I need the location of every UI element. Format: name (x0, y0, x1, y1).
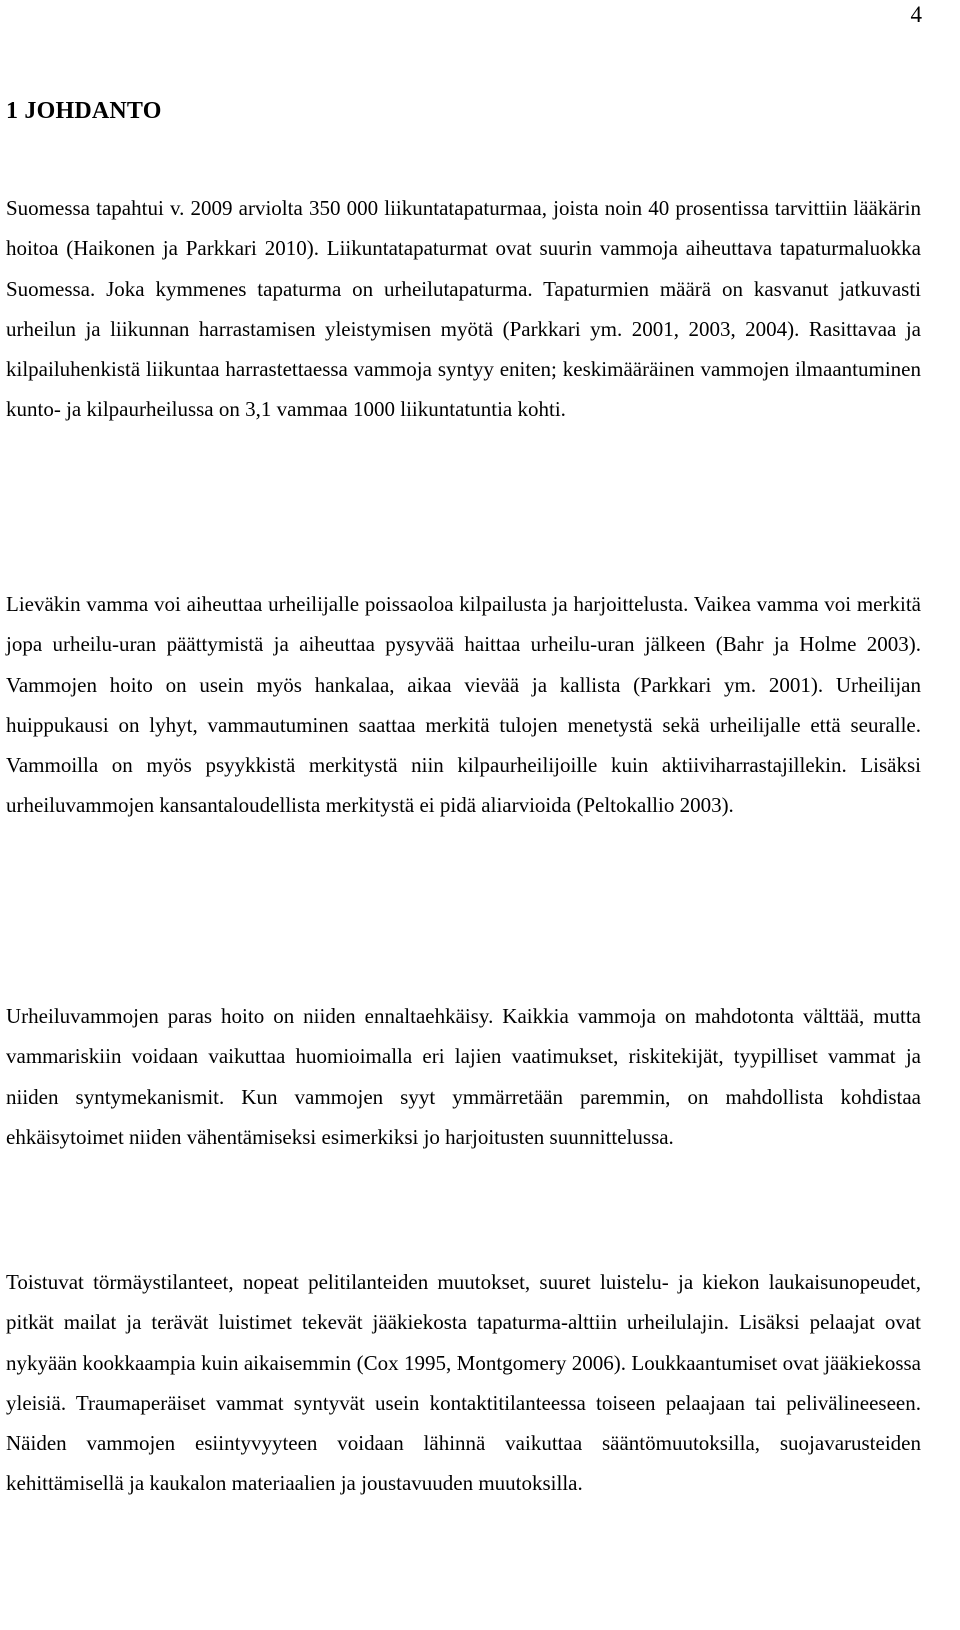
paragraph-1: Suomessa tapahtui v. 2009 arviolta 350 000 liikuntatapaturmaa, joista noin 40 prosentissa tarvittiin lääkärin hoitoa (Haikonen ja Parkkari 2010). Liikuntatapaturmat ovat suurin vammoja aiheuttava tapaturmaluokka Suomessa. Joka kymmenes tapaturma on urheilutapaturma. Tapaturmien määrä on kasvanut jatkuvasti urheilun ja liikunnan harrastamisen yleistymisen myötä (Parkkari ym. 2001, 2003, 2004). Rasittavaa ja kilpailuhenkistä liikuntaa harrastettaessa vammoja syntyy eniten; keskimääräinen vammojen ilmaantuminen kunto- ja kilpaurheilussa on 3,1 vammaa 1000 liikuntatuntia kohti. (6, 196, 921, 422)
paragraph-4: Toistuvat törmäystilanteet, nopeat pelitilanteiden muutokset, suuret luistelu- ja kiekon laukaisunopeudet, pitkät mailat ja terävät luistimet tekevät jääkiekosta tapaturma-alttiin urheilulajin. Lisäksi pelaajat ovat nykyään kookkaampia kuin aikaisemmin (Cox 1995, Montgomery 2006). Loukkaantumiset ovat jääkiekossa yleisiä. Traumaperäiset vammat syntyvät usein kontaktitilanteessa toiseen pelaajaan tai pelivälineeseen. Näiden vammojen esiintyvyyteen voidaan lähinnä vaikuttaa sääntömuutoksilla, suojavarusteiden kehittämisellä ja kaukalon materiaalien ja joustavuuden muutoksilla. (6, 1270, 921, 1496)
chapter-heading: 1 JOHDANTO (6, 98, 162, 124)
paragraph-3: Urheiluvammojen paras hoito on niiden ennaltaehkäisy. Kaikkia vammoja on mahdotonta välttää, mutta vammariskiin voidaan vaikuttaa huomioimalla eri lajien vaatimukset, riskitekijät, tyypilliset vammat ja niiden syntymekanismit. Kun vammojen syyt ymmärretään paremmin, on mahdollista kohdistaa ehkäisytoimet niiden vähentämiseksi esimerkiksi jo harjoitusten suunnittelussa. (6, 1004, 921, 1149)
paragraph-2: Lieväkin vamma voi aiheuttaa urheilijalle poissaoloa kilpailusta ja harjoittelusta. Vaikea vamma voi merkitä jopa urheilu-uran päättymistä ja aiheuttaa pysyvää haittaa urheilu-uran jälkeen (Bahr ja Holme 2003). Vammojen hoito on usein myös hankalaa, aikaa vievää ja kallista (Parkkari ym. 2001). Urheilijan huippukausi on lyhyt, vammautuminen saattaa merkitä tulojen menetystä sekä urheilijalle että seuralle. Vammoilla on myös psyykkistä merkitystä niin kilpaurheilijoille kuin aktiiviharrastajillekin. Lisäksi urheiluvammojen kansantaloudellista merkitystä ei pidä aliarvioida (Peltokallio 2003). (6, 592, 921, 818)
page-number: 4 (910, 2, 922, 27)
